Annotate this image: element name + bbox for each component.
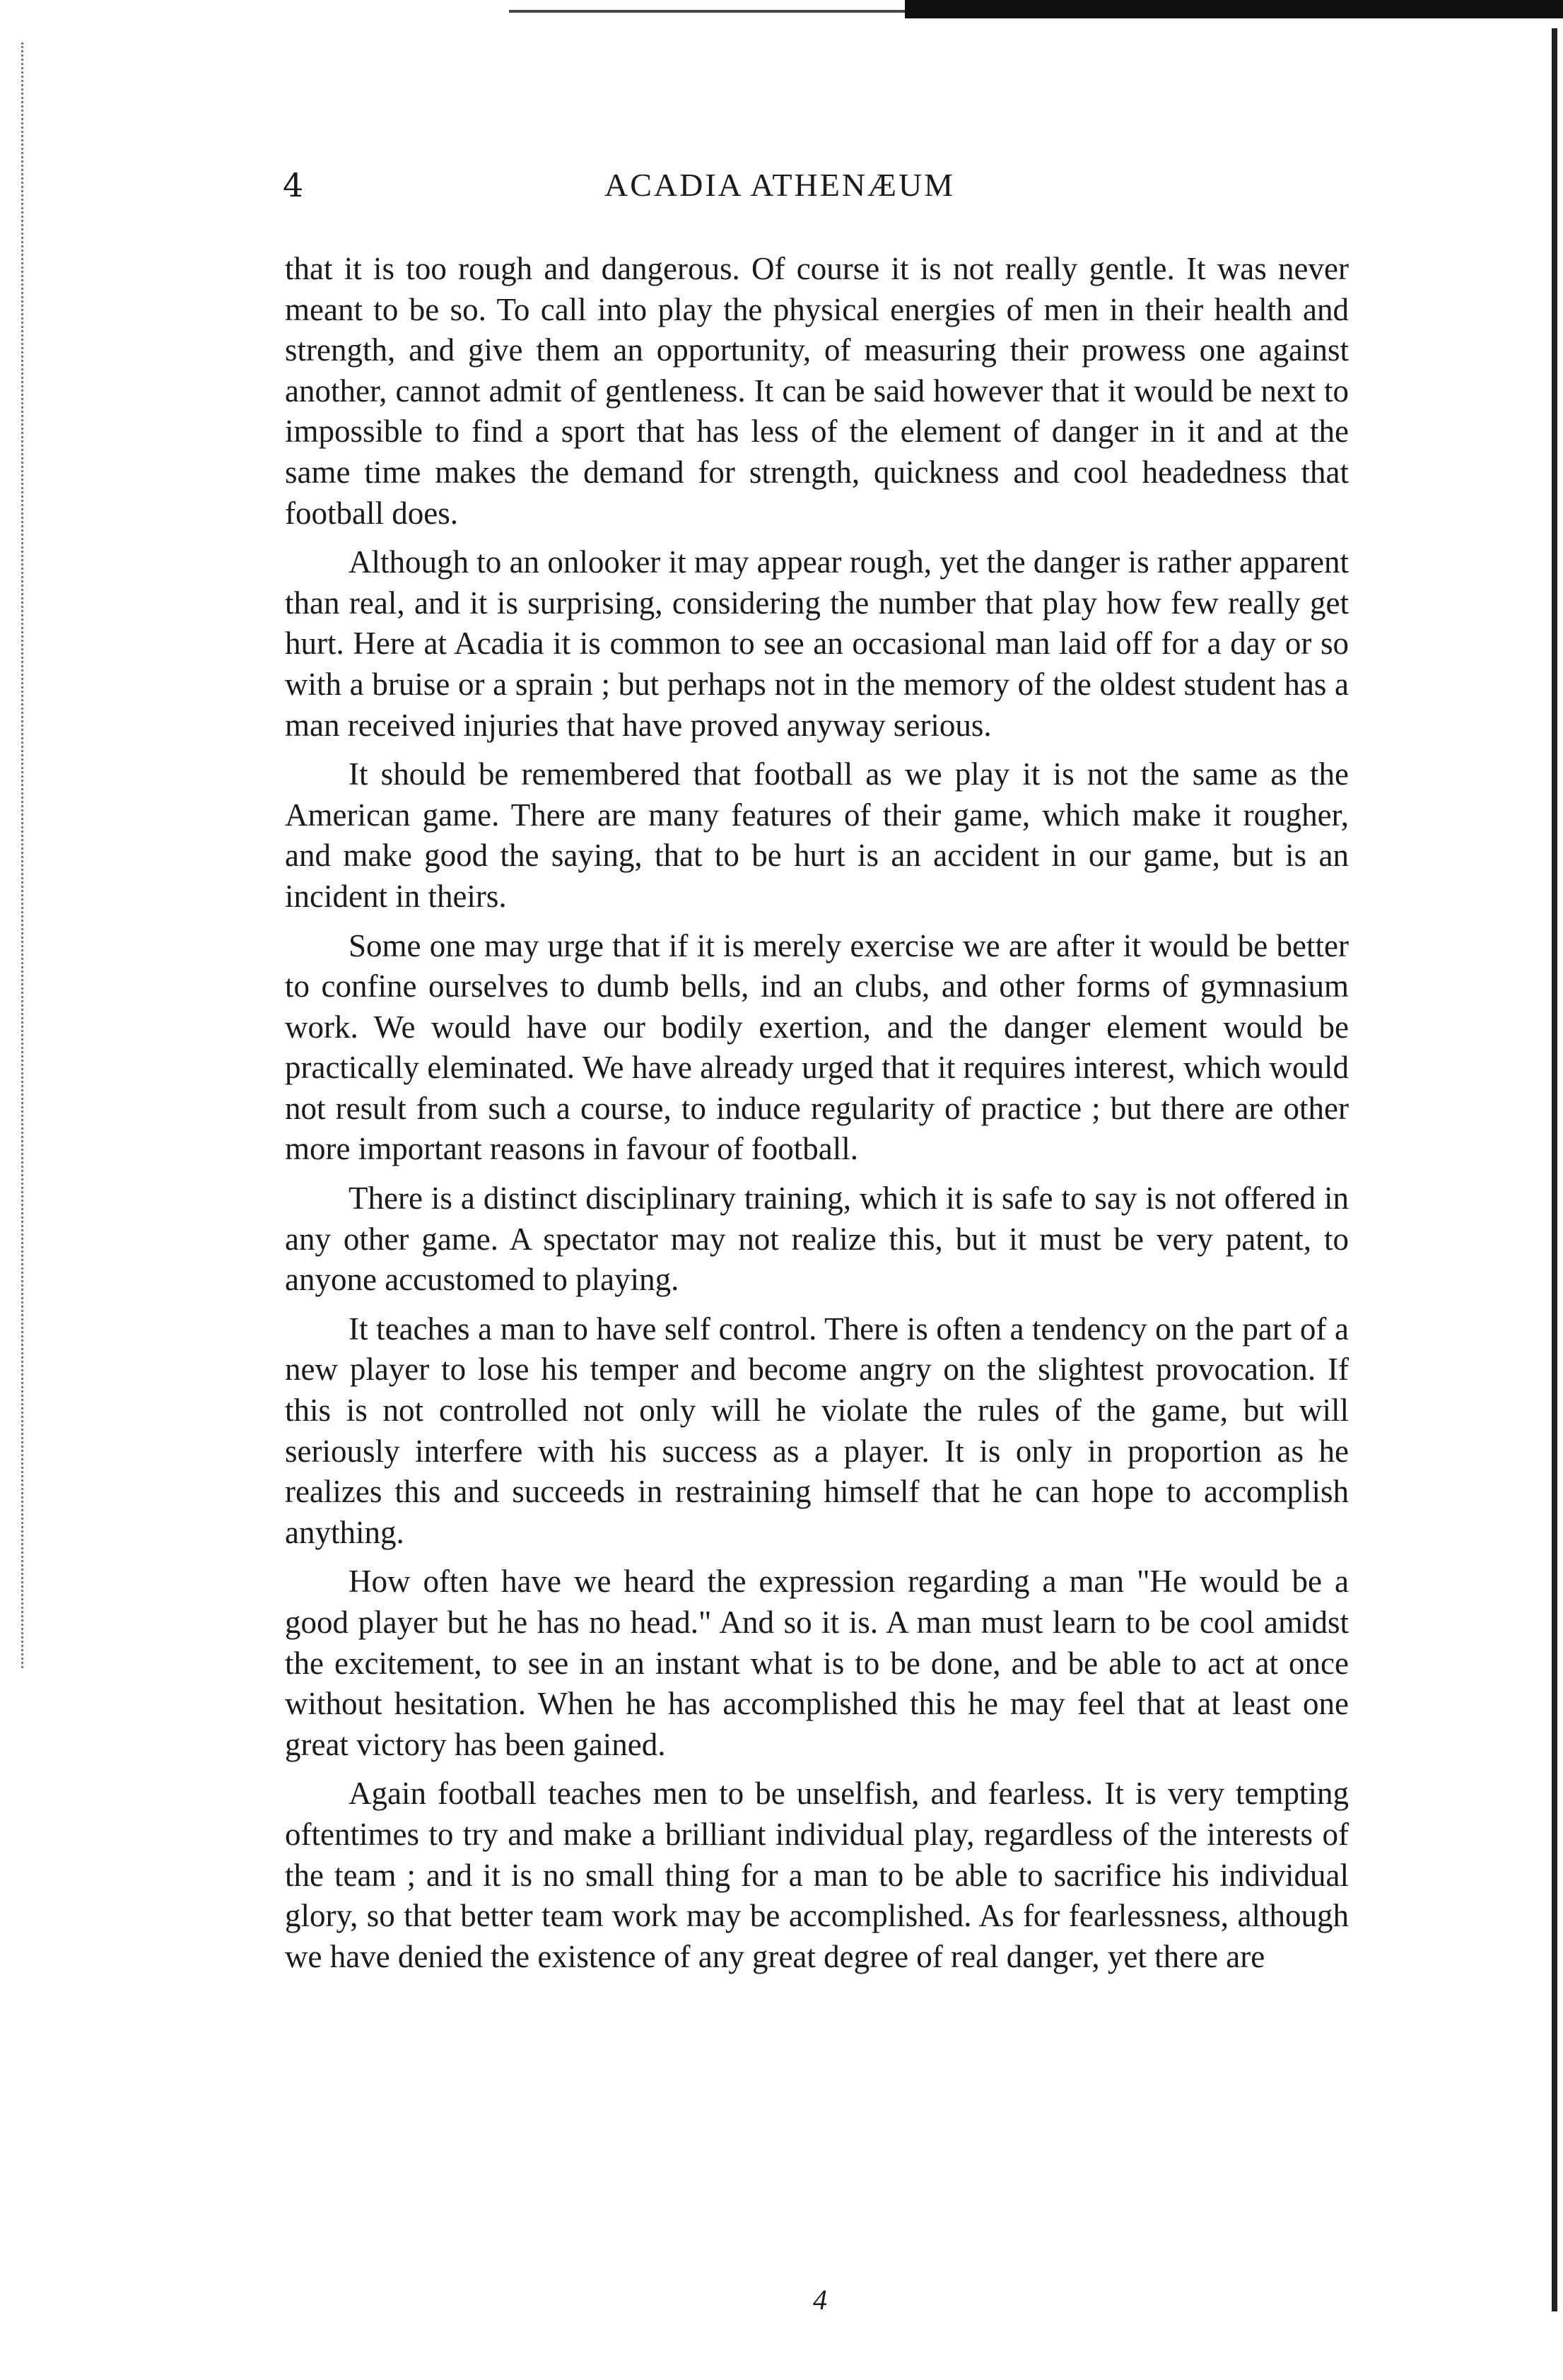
running-head [283,166,1343,216]
right-scan-edge [1552,28,1557,2311]
top-scan-border [905,0,1563,18]
paragraph: Although to an onlooker it may appear rough, yet the danger is rather apparent than real, and it is surprising, considering the number that play how few really get hurt. Here at Acadia it is common to see an occasional man laid off for a day or so with a bruise or a sprain ; but perhaps not in the memory of the oldest student has a man received injuries that have proved anyway serious. [285,544,1349,743]
paragraph: It should be remembered that football as we play it is not the same as the American game. There are many features of their game, which make it rougher, and make good the saying, that to be hurt is an accident in our game, but is an incident in theirs. [285,756,1349,914]
paragraph: There is a distinct disciplinary training, which it is safe to say is not offered in any other game. A spectator may not realize this, but it must be very patent, to anyone accustomed to playing. [285,1180,1349,1298]
footer-page-number: 4 [813,2284,827,2316]
article-body [285,249,1349,1986]
paragraph: Some one may urge that if it is merely exercise we are after it would be better to confine ourselves to dumb bells, ind an clubs, and other forms of gymnasium work. We would have our bodily exertion, and the danger element would be practically eleminated. We have already urged that it requires interest, which would not result from such a course, to induce regularity of practice ; but there are other more important reasons in favour of football. [285,927,1349,1167]
paragraph: It teaches a man to have self control. There is often a tendency on the part of a new player to lose his temper and become angry on the slightest provocation. If this is not controlled not only will he violate the rules of the game, but will seriously interfere with his success as a player. It is only in proportion as he realizes this and succeeds in restraining himself that he can hope to accomplish anything. [285,1311,1349,1550]
journal-title: ACADIA ATHENÆUM [604,167,956,203]
paragraph: How often have we heard the expression regarding a man "He would be a good player but he has no head." And so it is. A man must learn to be cool amidst the excitement, to see in an instant what is to be done, and be able to act at once without hesitation. When he has accomplished this he may feel that at least one great victory has been gained. [285,1564,1349,1762]
header-page-number: 4 [283,166,305,204]
top-scan-line [509,10,905,13]
paragraph: that it is too rough and dangerous. Of course it is not really gentle. It was never meant to be so. To call into play the physical energies of men in their health and strength, and give them an opportunity, of measuring their prowess one against another, cannot admit of gentleness. It can be said however that it would be next to impossible to find a sport that has less of the element of danger in it and at the same time makes the demand for strength, quickness and cool headedness that football does. [285,251,1349,531]
paragraph: Again football teaches men to be unselfish, and fearless. It is very tempting oftentimes to try and make a brilliant individual play, regardless of the interests of the team ; and it is no small thing for a man to be able to sacrifice his individual glory, so that better team work may be accomplished. As for fearlessness, although we have denied the existence of any great degree of real danger, yet there are [285,1776,1349,1974]
left-scan-margin [21,42,66,1668]
